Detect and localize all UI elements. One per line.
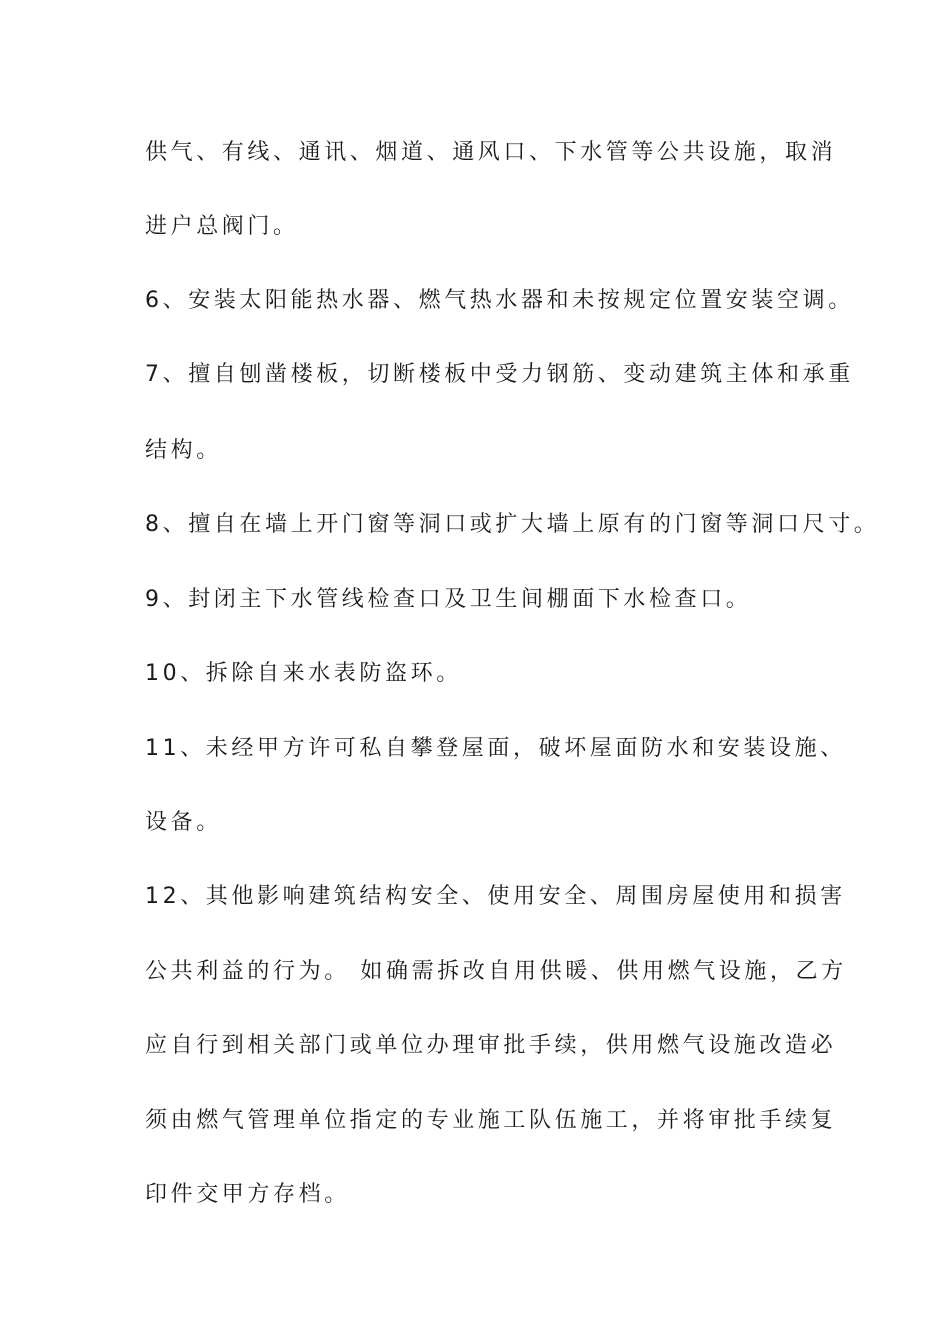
- text-line: 结构。: [145, 438, 222, 463]
- text-line: 9、封闭主下水管线检查口及卫生间棚面下水检查口。: [145, 587, 752, 612]
- text-line: 进户总阀门。: [145, 214, 299, 239]
- text-line: 公共利益的行为。 如确需拆改自用供暖、供用燃气设施，乙方: [145, 959, 847, 984]
- text-line: 供气、有线、通讯、烟道、通风口、下水管等公共设施，取消: [145, 140, 837, 165]
- text-line: 10、拆除自来水表防盗环。: [145, 661, 462, 686]
- text-line: 印件交甲方存档。: [145, 1182, 350, 1207]
- text-line: 设备。: [145, 810, 222, 835]
- text-line: 8、擅自在墙上开门窗等洞口或扩大墙上原有的门窗等洞口尺寸。: [145, 512, 880, 537]
- text-line: 应自行到相关部门或单位办理审批手续，供用燃气设施改造必: [145, 1033, 837, 1058]
- text-line: 6、安装太阳能热水器、燃气热水器和未按规定位置安装空调。: [145, 288, 854, 313]
- text-line: 11、未经甲方许可私自攀登屋面，破坏屋面防水和安装设施、: [145, 736, 846, 761]
- text-line: 12、其他影响建筑结构安全、使用安全、周围房屋使用和损害: [145, 884, 846, 909]
- text-line: 须由燃气管理单位指定的专业施工队伍施工，并将审批手续复: [145, 1108, 837, 1133]
- text-line: 7、擅自刨凿楼板，切断楼板中受力钢筋、变动建筑主体和承重: [145, 362, 854, 387]
